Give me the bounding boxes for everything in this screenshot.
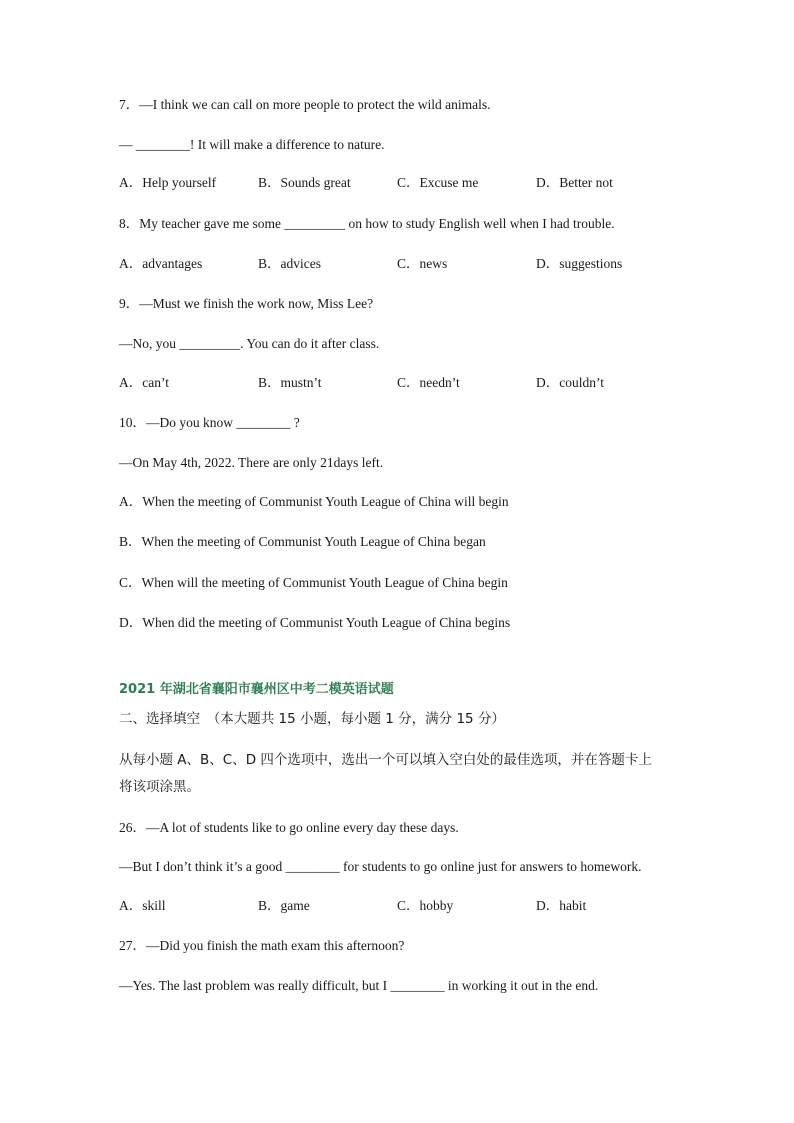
option-b: B．When the meeting of Communist Youth League of China began <box>119 534 486 549</box>
question-9-reply: —No, you _________. You can do it after class. <box>119 336 380 351</box>
question-7-stem: 7．—I think we can call on more people to protect the wild animals. <box>119 97 491 112</box>
option-c: C．news <box>397 256 448 271</box>
question-26-stem: 26．—A lot of students like to go online every day these days. <box>119 820 459 835</box>
question-27-reply: —Yes. The last problem was really difficult, but I ________ in working it out in the end. <box>119 978 599 993</box>
option-b: B．advices <box>258 256 321 271</box>
option-c: C．Excuse me <box>397 175 479 190</box>
option-d: D．couldn’t <box>536 375 604 390</box>
option-b: B．game <box>258 898 310 913</box>
question-9-stem: 9．—Must we finish the work now, Miss Lee? <box>119 296 374 311</box>
question-26-reply: —But I don’t think it’s a good ________ for students to go online just for answers to homework. <box>119 859 642 874</box>
option-c: C．hobby <box>397 898 454 913</box>
option-a: A．When the meeting of Communist Youth League of China will begin <box>119 494 509 509</box>
option-d: D．When did the meeting of Communist Youth League of China begins <box>119 615 511 630</box>
question-8-stem: 8．My teacher gave me some _________ on how to study English well when I had trouble. <box>119 216 615 231</box>
option-b: B．mustn’t <box>258 375 322 390</box>
question-10-reply: —On May 4th, 2022. There are only 21days left. <box>119 455 384 470</box>
option-c: C．When will the meeting of Communist Youth League of China begin <box>119 575 508 590</box>
option-d: D．habit <box>536 898 587 913</box>
question-27-stem: 27．—Did you finish the math exam this afternoon? <box>119 938 405 953</box>
option-c: C．needn’t <box>397 375 460 390</box>
option-a: A．can’t <box>119 375 169 390</box>
question-7-reply: — ________! It will make a difference to nature. <box>119 137 385 152</box>
exam-source-title: 2021 年湖北省襄阳市襄州区中考二模英语试题 <box>119 682 394 697</box>
question-10-stem: 10．—Do you know ________ ? <box>119 415 300 430</box>
option-a: A．skill <box>119 898 166 913</box>
section-heading: 二、选择填空 （本大题共 15 小题，每小题 1 分，满分 15 分） <box>119 711 505 727</box>
option-a: A．advantages <box>119 256 203 271</box>
option-d: D．suggestions <box>536 256 623 271</box>
option-d: D．Better not <box>536 175 613 190</box>
option-a: A．Help yourself <box>119 175 217 190</box>
section-instruction-line-1: 从每小题 A、B、C、D 四个选项中，选出一个可以填入空白处的最佳选项，并在答题卡上 <box>119 752 652 768</box>
section-instruction-line-2: 将该项涂黑。 <box>119 779 200 795</box>
option-b: B．Sounds great <box>258 175 351 190</box>
